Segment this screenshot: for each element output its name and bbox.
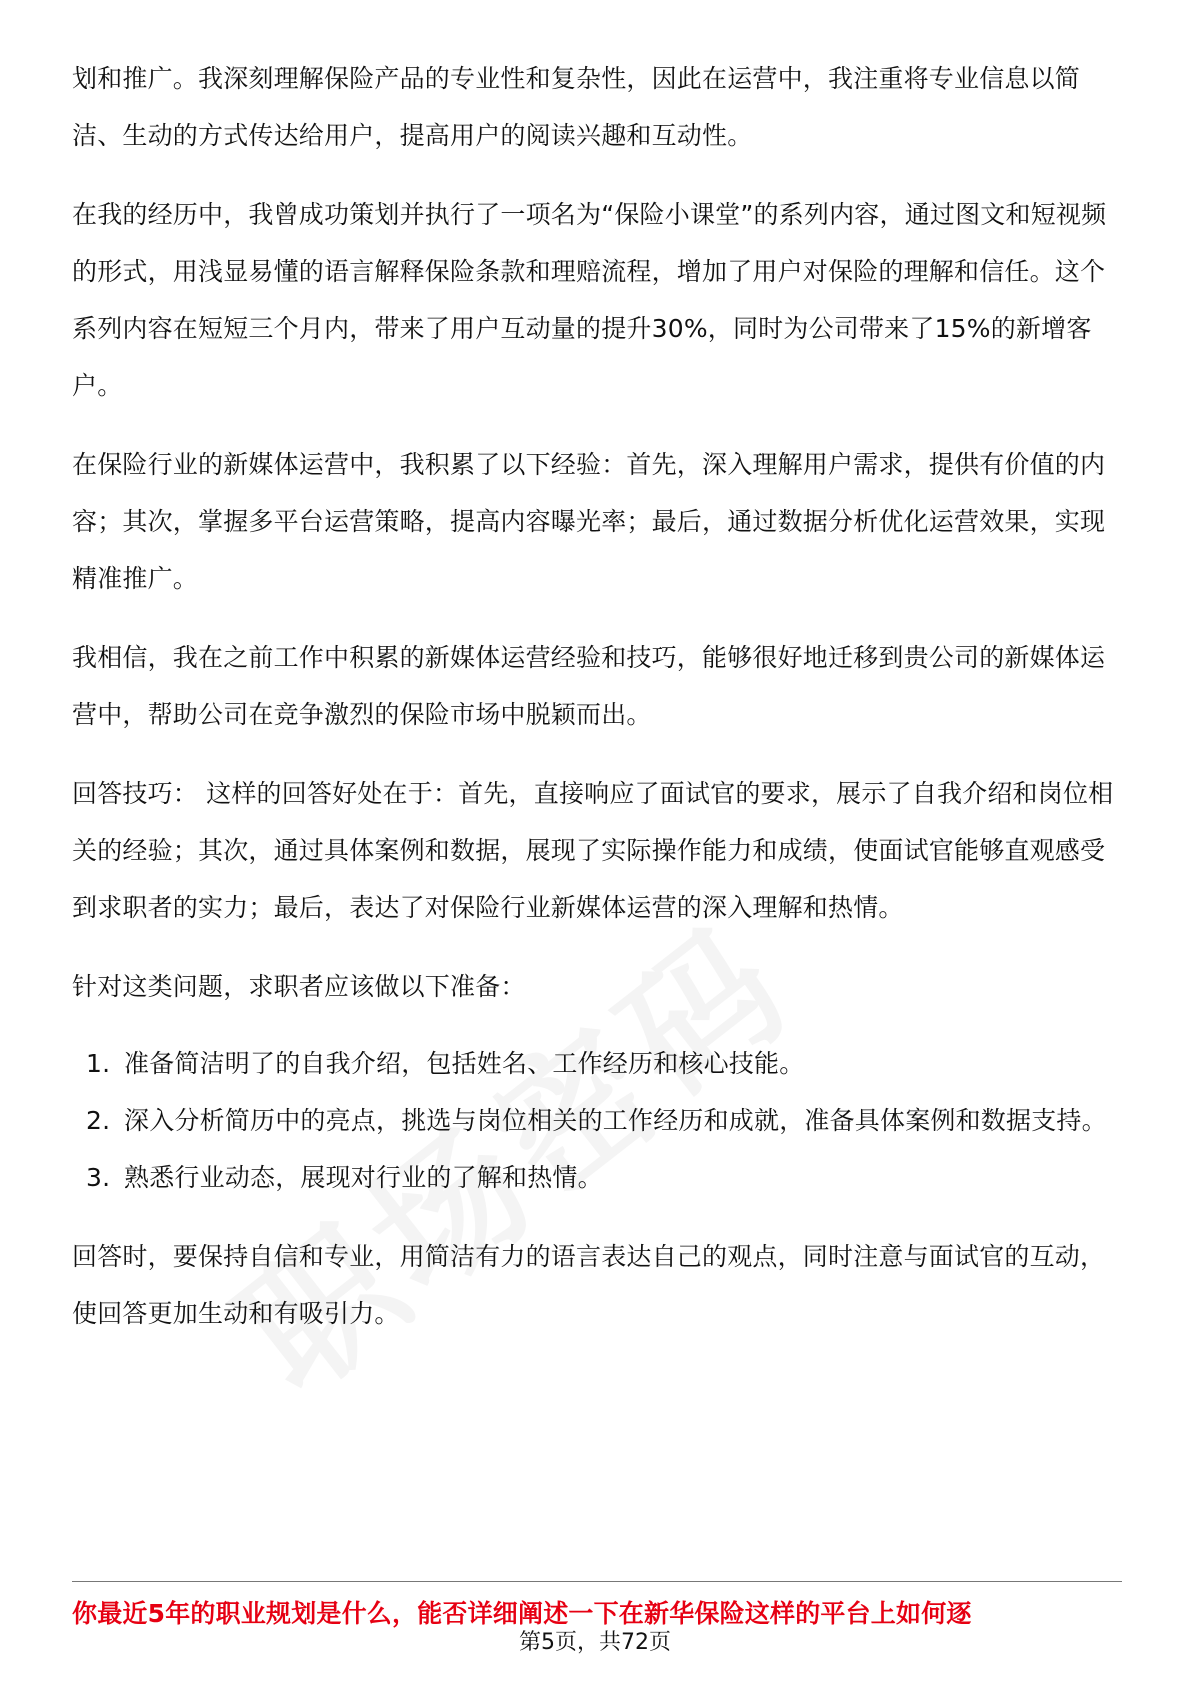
list-item-number: 1. <box>86 1049 111 1078</box>
list-item <box>72 1149 1122 1206</box>
list-item-number: 2. <box>86 1106 111 1135</box>
page-number: 第5页，共72页 <box>519 1630 671 1655</box>
paragraph-conclusion: 我相信，我在之前工作中积累的新媒体运营经验和技巧，能够很好地迁移到贵公司的新媒体运营中，帮助公司在竞争激烈的保险市场中脱颖而出。 <box>72 643 1106 729</box>
paragraph-answer-tips: 回答技巧： 这样的回答好处在于：首先，直接响应了面试官的要求，展示了自我介绍和岗位相关的经验；其次，通过具体案例和数据，展现了实际操作能力和成绩，使面试官能够直观感受到求职者的实力；最后，表达了对保险行业新媒体运营的深入理解和热情。 <box>72 779 1114 922</box>
section-divider <box>72 1581 1122 1582</box>
paragraph-preparation-intro: 针对这类问题，求职者应该做以下准备： <box>72 972 526 1001</box>
paragraph-lessons: 在保险行业的新媒体运营中，我积累了以下经验：首先，深入理解用户需求，提供有价值的内容；其次，掌握多平台运营策略，提高内容曝光率；最后，通过数据分析优化运营效果，实现精准推广。 <box>72 450 1106 593</box>
list-item-text: 深入分析简历中的亮点，挑选与岗位相关的工作经历和成就，准备具体案例和数据支持。 <box>124 1106 1107 1135</box>
paragraph-answer-advice: 回答时，要保持自信和专业，用简洁有力的语言表达自己的观点，同时注意与面试官的互动，使回答更加生动和有吸引力。 <box>72 1242 1106 1328</box>
list-item <box>72 1092 1122 1149</box>
paragraph-experience: 在我的经历中，我曾成功策划并执行了一项名为“保险小课堂”的系列内容，通过图文和短视频的形式，用浅显易懂的语言解释保险条款和理赔流程，增加了用户对保险的理解和信任。这个系列内容在短短三个月内，带来了用户互动量的提升30%，同时为公司带来了15%的新增客户。 <box>72 200 1107 400</box>
next-question-heading: 你最近5年的职业规划是什么，能否详细阐述一下在新华保险这样的平台上如何逐 <box>72 1599 972 1628</box>
paragraph-intro-continuation: 划和推广。我深刻理解保险产品的专业性和复杂性，因此在运营中，我注重将专业信息以简洁、生动的方式传达给用户，提高用户的阅读兴趣和互动性。 <box>72 64 1081 150</box>
preparation-list <box>72 1035 1122 1206</box>
list-item-text: 熟悉行业动态，展现对行业的了解和热情。 <box>124 1163 603 1192</box>
document-body <box>72 50 1122 1342</box>
list-item-number: 3. <box>86 1163 111 1192</box>
list-item-text: 准备简洁明了的自我介绍，包括姓名、工作经历和核心技能。 <box>124 1049 805 1078</box>
list-item <box>72 1035 1122 1092</box>
